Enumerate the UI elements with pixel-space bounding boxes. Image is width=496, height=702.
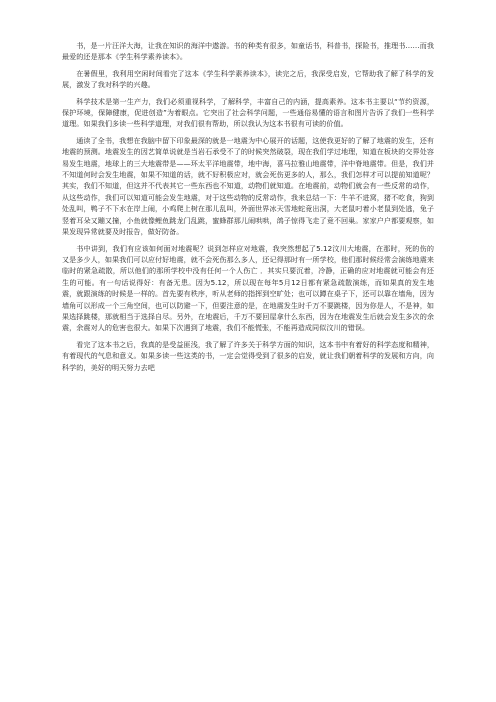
paragraph-intro: 书，是一片汪洋大海，让我在知识的海洋中遨游。书的种类有很多，如童话书，科普书，探险书，推理书……而我最爱的还是那本《学生科学素养读本》。 [62, 41, 434, 62]
paragraph-earthquake-response: 书中讲到，我们有应该如何面对地震呢？说到怎样应对地震，我突然想起了5.12汶川大地震，在那时，死的伤的又是多少人，如果我们可以应付好地震，就不会死伤那么多人，还记得那时有一所学校，他们那时候经常会演练地震来临时的紧急疏散，所以他们的那所学校中没有任何一个人伤亡 ．其实只要沉着，冷静，正确的应对地震就可能会有还生的可能。有一句话说得好：有备无患。因为5.12，所以现在每年5月12日都有紧急疏散演练，而如果真的发生地震，就跟演练的时候是一样的。首先要有秩序，听从老师的指挥到空旷处；也可以蹲在桌子下，还可以靠在墙角，因为墙角可以形成一个三角空间，也可以防避一下，但要注意的是，在地震发生时千万不要跳楼，因为你是人，不是神，如果选择跳楼，那就相当于选择自尽。另外，在地震后，千万不要回屋拿什么东西，因为在地震发生后就会发生多次的余震，余震对人的危害也很大。如果下次遇到了地震，我们不能慌张，不能再造成同似汶川的错误。 [62, 243, 434, 333]
paragraph-earthquake-knowledge: 通读了全书，我想在我脑中留下印象最深的就是一地震为中心展开的话题，这使我更好的了解了地震的发生，还有地震的预测。地震发生的因艺简单说就是当岩石承受不了的时候突然破裂，现在我们学过地理，知道在板块的交界处容易发生地震，地球上的三大地震带是——环太平洋地震带，地中海，喜马拉雅山地震带，洋中脊地震带。但是，我们并不知道何时会发生地震，如果不知道的话，就不好积极应对，就会死伤更多的人，那么，我们怎样才可以提前知道呢？其实，我们不知道，但这并不代表其它一些东西也不知道，动物们就知道。在地震前，动物们就会有一些反常的动作，从这些动作，我们可以知道可能会发生地震，对于这些动物的反常动作，我来总结一下：牛羊不进窝，猪不吃食，狗到处乱叫，鸭子不下水在岸上闹，小鸡爬上树在那儿乱叫，外面世界冰天雪地蛇竟出洞，大老鼠叼着小老鼠到处逃，兔子竖着耳朵又蹦又撞，小鱼就像鲤鱼跳龙门乱跳，蜜蜂群那儿闹哄哄，鸽子惊得飞走了竟不回巢。家家户户都要观察，如果发现异常就要及时报告，做好防备。 [62, 135, 434, 237]
paragraph-conclusion: 看完了这本书之后，我真的是受益匪浅，我了解了许多关于科学方面的知识，这本书中有着好的科学态度和精神，有着现代的气息和意义。如果多读一些这类的书，一定会觉得受到了很多的启发，就让我们朝着科学的发展和方向，向科学的，美好的明天努力去吧 [62, 339, 434, 372]
paragraph-science-importance: 科学技术是第一生产力，我们必须重视科学，了解科学，丰富自己的内涵，提高素养。这本书主要以“节约资源，保护环境，保障健康，促进创造”为着眼点。它突出了社会科学问题，一些通俗易懂的语言和图片告诉了我们一些科学道理。如果我们多读一些科学道理，对我们很有帮助，所以我认为这本书很有可读的价值。 [62, 96, 434, 129]
paragraph-summer-reading: 在暑假里，我利用空闲时间看完了这本《学生科学素养读本》，读完之后，我深受启发，它帮助我了解了科学的发展，激发了我对科学的兴趣。 [62, 68, 434, 90]
document-body [62, 40, 434, 378]
